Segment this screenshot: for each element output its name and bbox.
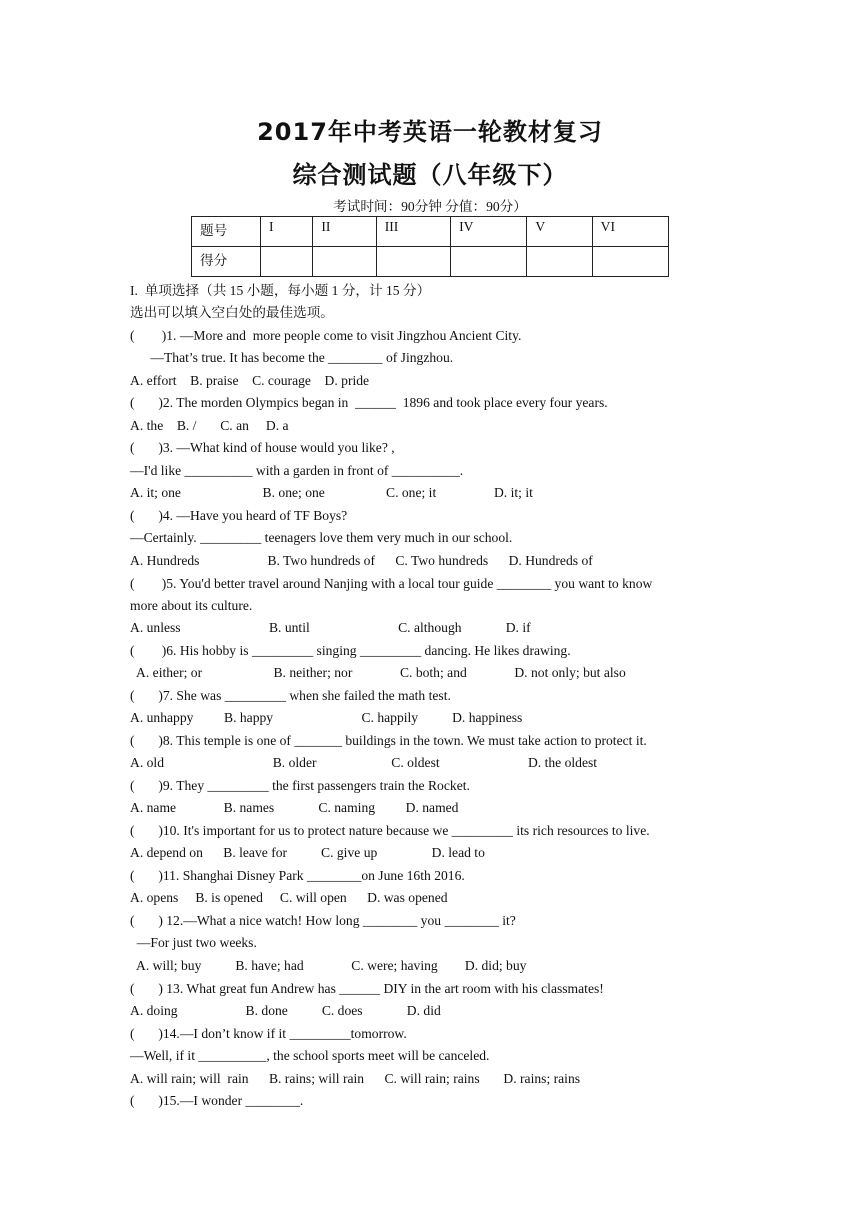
options-line: A. either; or B. neither; nor C. both; and D. not only; but also bbox=[130, 665, 626, 680]
options-line: A. unless B. until C. although D. if bbox=[130, 620, 531, 635]
score-cell bbox=[376, 247, 450, 277]
table-cell: VI bbox=[592, 217, 668, 247]
table-cell: III bbox=[376, 217, 450, 247]
options-line: A. doing B. done C. does D. did bbox=[130, 1003, 441, 1018]
question-line: —That’s true. It has become the ________ of Jingzhou. bbox=[130, 350, 454, 365]
score-cell bbox=[261, 247, 313, 277]
question-line: ( )2. The morden Olympics began in ______ 1896 and took place every four years. bbox=[130, 395, 608, 410]
options-line: A. unhappy B. happy C. happily D. happiness bbox=[130, 710, 523, 725]
options-line: A. will; buy B. have; had C. were; having D. did; buy bbox=[130, 958, 527, 973]
options-line: A. opens B. is opened C. will open D. was opened bbox=[130, 890, 448, 905]
options-line: A. Hundreds B. Two hundreds of C. Two hundreds D. Hundreds of bbox=[130, 553, 593, 568]
options-line: A. effort B. praise C. courage D. pride bbox=[130, 373, 370, 388]
question-line: ( )9. They _________ the first passengers train the Rocket. bbox=[130, 778, 470, 793]
question-line: —I'd like __________ with a garden in front of __________. bbox=[130, 463, 464, 478]
table-cell: V bbox=[527, 217, 592, 247]
question-line: more about its culture. bbox=[130, 598, 253, 613]
question-line: ( )14.—I don’t know if it _________tomorrow. bbox=[130, 1026, 407, 1041]
question-line: ( )10. It's important for us to protect nature because we _________ its rich resources to live. bbox=[130, 823, 650, 838]
title-line-1: 2017年中考英语一轮教材复习 bbox=[257, 118, 603, 146]
options-line: A. depend on B. leave for C. give up D. lead to bbox=[130, 845, 485, 860]
table-cell: 题号 bbox=[192, 217, 261, 247]
score-table bbox=[191, 216, 669, 277]
score-table-header-row bbox=[192, 217, 669, 247]
score-cell bbox=[313, 247, 376, 277]
score-cell bbox=[451, 247, 527, 277]
options-line: A. name B. names C. naming D. named bbox=[130, 800, 459, 815]
question-line: ( ) 13. What great fun Andrew has ______ DIY in the art room with his classmates! bbox=[130, 981, 604, 996]
table-cell: 得分 bbox=[192, 247, 261, 277]
question-line: ( )5. You'd better travel around Nanjing with a local tour guide ________ you want to know bbox=[130, 576, 653, 591]
options-line: A. will rain; will rain B. rains; will rain C. will rain; rains D. rains; rains bbox=[130, 1071, 581, 1086]
question-line: —Well, if it __________, the school sports meet will be canceled. bbox=[130, 1048, 490, 1063]
score-table-score-row bbox=[192, 247, 669, 277]
question-line: ( )1. —More and more people come to visit Jingzhou Ancient City. bbox=[130, 328, 522, 343]
title-line-2: 综合测试题（八年级下） bbox=[292, 161, 568, 189]
question-line: ( )8. This temple is one of _______ buildings in the town. We must take action to protect it. bbox=[130, 733, 647, 748]
question-line: —For just two weeks. bbox=[130, 935, 257, 950]
options-line: A. the B. / C. an D. a bbox=[130, 418, 289, 433]
options-line: A. it; one B. one; one C. one; it D. it; it bbox=[130, 485, 533, 500]
question-line: ( )11. Shanghai Disney Park ________on June 16th 2016. bbox=[130, 868, 465, 883]
score-cell bbox=[527, 247, 592, 277]
section-heading: I. 单项选择（共 15 小题，每小题 1 分，计 15 分） bbox=[130, 283, 431, 298]
question-line: ( ) 12.—What a nice watch! How long ________ you ________ it? bbox=[130, 913, 516, 928]
question-line: ( )6. His hobby is _________ singing _________ dancing. He likes drawing. bbox=[130, 643, 571, 658]
table-cell: IV bbox=[451, 217, 527, 247]
section-instruction: 选出可以填入空白处的最佳选项。 bbox=[130, 305, 334, 320]
question-line: ( )15.—I wonder ________. bbox=[130, 1093, 304, 1108]
exam-info: 考试时间：90分钟 分值：90分） bbox=[333, 199, 527, 214]
question-line: ( )4. —Have you heard of TF Boys? bbox=[130, 508, 348, 523]
question-line: ( )7. She was _________ when she failed the math test. bbox=[130, 688, 451, 703]
table-cell: II bbox=[313, 217, 376, 247]
question-line: —Certainly. _________ teenagers love them very much in our school. bbox=[130, 530, 513, 545]
score-cell bbox=[592, 247, 668, 277]
options-line: A. old B. older C. oldest D. the oldest bbox=[130, 755, 598, 770]
table-cell: I bbox=[261, 217, 313, 247]
question-line: ( )3. —What kind of house would you like? , bbox=[130, 440, 395, 455]
